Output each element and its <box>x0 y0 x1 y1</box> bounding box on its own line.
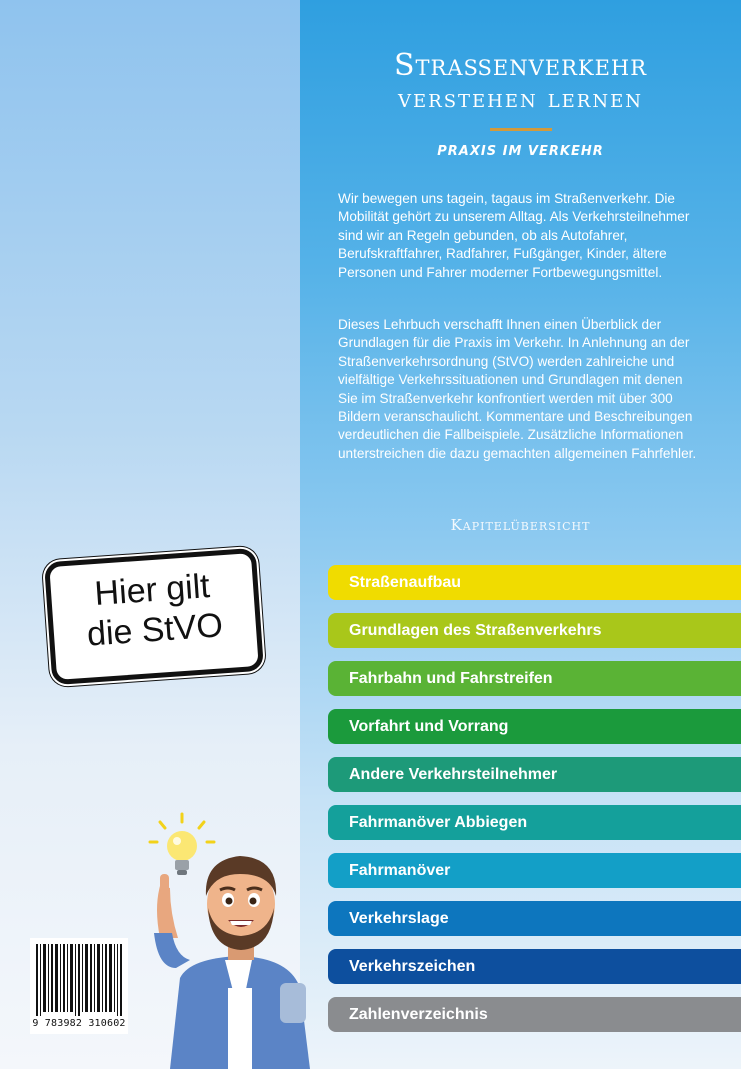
sign-line-2: die StVO <box>85 606 225 654</box>
title-line-1: Straßenverkehr <box>393 48 648 83</box>
title-line-2: verstehen lernen <box>398 84 643 113</box>
chapter-item: Fahrmanöver <box>328 853 741 888</box>
barcode-icon <box>30 938 128 1018</box>
book-title <box>300 48 741 114</box>
chapter-item: Andere Verkehrsteilnehmer <box>328 757 741 792</box>
man-illustration <box>140 838 310 1069</box>
chapter-item: Zahlenverzeichnis <box>328 997 741 1032</box>
blurb-paragraph-2: Dieses Lehrbuch verschafft Ihnen einen Überblick der Grundlagen für die Praxis im Verkehr. In Anlehnung an der Straßenverkehrsordnung (StVO) werden zahlreiche und vielfältige Verkehrssituationen und Grundlagen mit denen Sie im Straßenverkehr konfrontiert werden mit über 300 Bildern veranschaulicht. Kommentare und Beschreibungen verdeutlichen die Fallbeispiele. Zusätzliche Informationen unterstreichen die dazu gemachten allgemeinen Fahrfehler. <box>338 317 697 461</box>
chapter-item: Fahrbahn und Fahrstreifen <box>328 661 741 696</box>
chapter-item: Straßenaufbau <box>328 565 741 600</box>
chapter-item: Verkehrszeichen <box>328 949 741 984</box>
blurb-paragraph-1: Wir bewegen uns tagein, tagaus im Straßenverkehr. Die Mobilität gehört zu unserem Alltag. Als Verkehrsteilnehmer sind wir an Regeln gebunden, ob als Autofahrer, Berufskraftfahrer, Radfahrer, Fußgänger, Kinder, ältere Personen und Fahrer moderner Fortbewegungsmittel. <box>338 191 690 280</box>
chapter-item: Fahrmanöver Abbiegen <box>328 805 741 840</box>
stvo-sign <box>44 548 264 685</box>
isbn-number: 9 783982 310602 <box>32 1018 126 1029</box>
book-subtitle: PRAXIS IM VERKEHR <box>437 144 604 159</box>
chapter-item: Grundlagen des Straßenverkehrs <box>328 613 741 648</box>
chapter-item: Vorfahrt und Vorrang <box>328 709 741 744</box>
chapter-overview-heading: Kapitelübersicht <box>450 516 591 534</box>
chapter-item: Verkehrslage <box>328 901 741 936</box>
sign-line-1: Hier gilt <box>93 567 211 614</box>
title-divider <box>490 128 552 131</box>
